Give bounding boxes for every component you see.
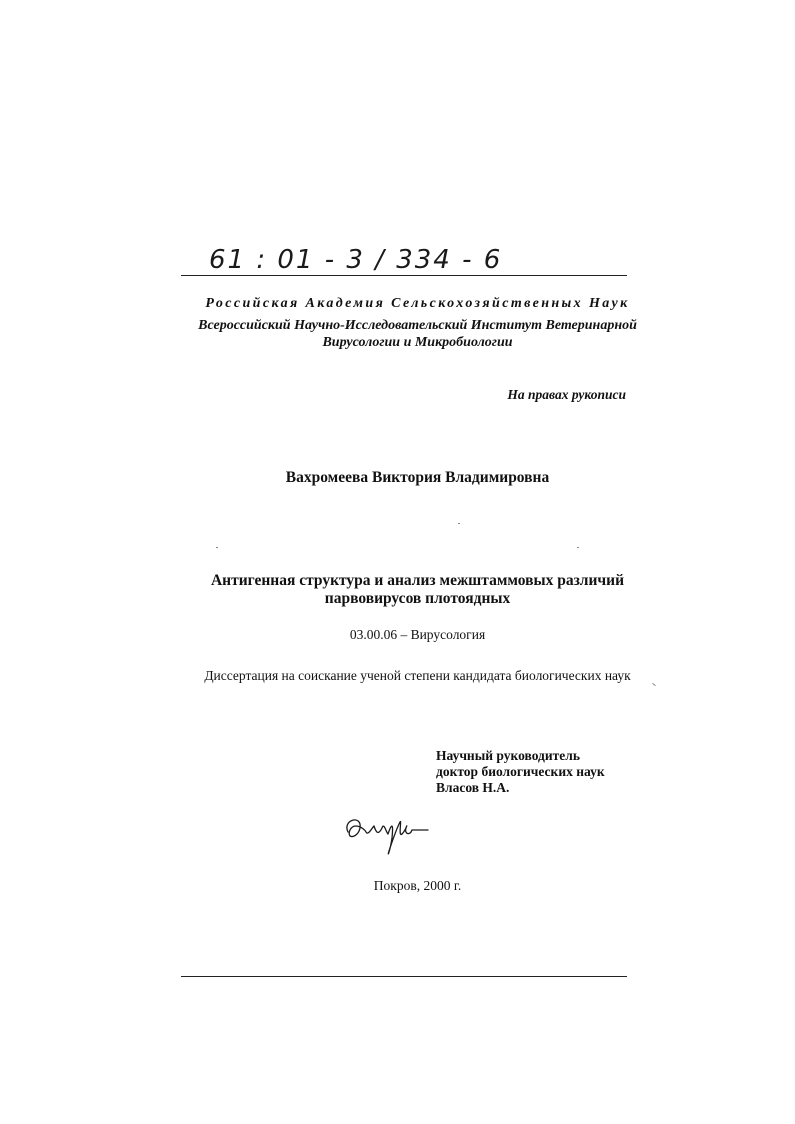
scan-speck	[216, 547, 218, 548]
institute-line-1: Всероссийский Научно-Исследовательский Институт Ветеринарной	[198, 318, 637, 333]
scan-speck	[577, 547, 579, 548]
supervisor-degree: доктор биологических наук	[436, 764, 605, 779]
archive-code-text: 61 : 01 - 3 / 334 - 6	[209, 245, 503, 275]
degree-statement: Диссертация на соискание ученой степени кандидата биологических наук	[204, 668, 631, 683]
scan-speck	[458, 523, 460, 524]
institute-line-2: Вирусологии и Микробиологии	[322, 335, 513, 350]
place-year: Покров, 2000 г.	[373, 878, 462, 893]
supervisor-name: Власов Н.А.	[436, 780, 510, 795]
supervisor-block	[436, 748, 605, 796]
author-name: Вахромеева Виктория Владимировна	[285, 469, 550, 486]
supervisor-role: Научный руководитель	[436, 748, 580, 763]
bottom-rule	[181, 976, 627, 977]
academy-name: Российская Академия Сельскохозяйственных Наук	[205, 296, 630, 311]
specialty-code: 03.00.06 – Вирусология	[349, 627, 486, 642]
signature	[340, 808, 440, 868]
archive-code	[205, 238, 505, 278]
thesis-title-line-1: Антигенная структура и анализ межштаммовых различий	[210, 572, 625, 589]
thesis-title	[140, 572, 695, 608]
top-rule	[181, 275, 627, 276]
signature-scribble	[340, 808, 440, 868]
institute-name	[140, 317, 695, 351]
thesis-title-line-2: парвовирусов плотоядных	[324, 590, 511, 607]
rights-note: На правах рукописи	[507, 387, 626, 402]
archive-code-handwriting	[205, 238, 505, 278]
